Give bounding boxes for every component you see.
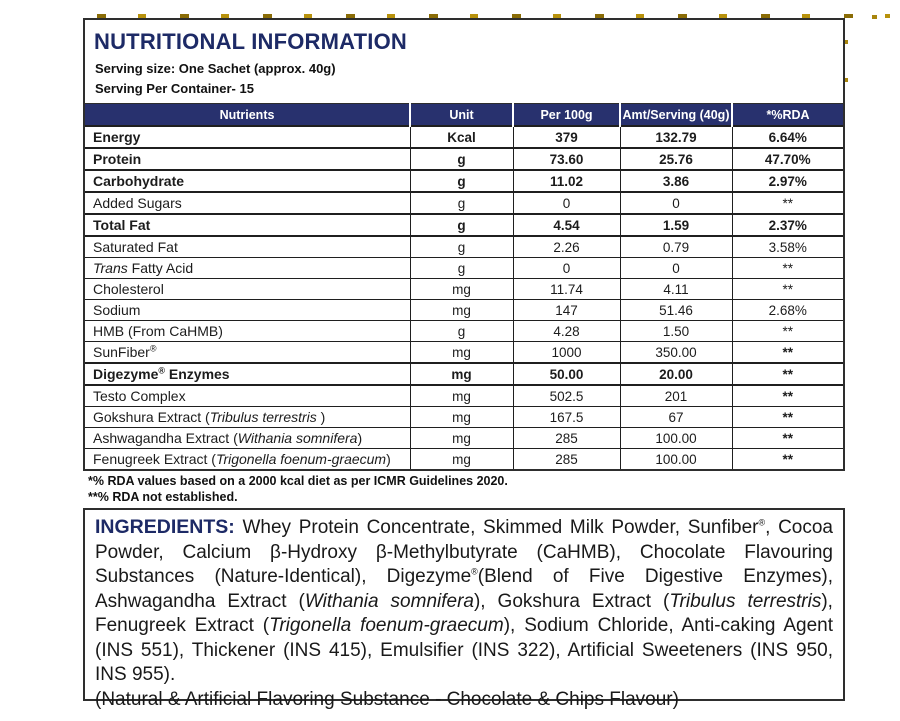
text-segment: SunFiber: [93, 344, 150, 360]
nutrition-facts-panel: [83, 18, 845, 471]
table-row: [85, 449, 843, 470]
nutrient-name-cell: [85, 363, 410, 385]
text-segment: HMB (From CaHMB): [93, 323, 223, 339]
per-100g-cell: 379: [513, 126, 620, 148]
table-row: [85, 342, 843, 364]
column-header: Per 100g: [513, 104, 620, 127]
table-row: [85, 126, 843, 148]
rda-cell: **: [732, 428, 843, 449]
text-segment: Digezyme: [93, 366, 159, 382]
table-row: [85, 407, 843, 428]
rda-cell: 3.58%: [732, 236, 843, 258]
unit-cell: Kcal: [410, 126, 513, 148]
amt-per-serving-cell: 0: [620, 192, 732, 214]
amt-per-serving-cell: 20.00: [620, 363, 732, 385]
unit-cell: g: [410, 321, 513, 342]
rda-cell: 2.37%: [732, 214, 843, 236]
amt-per-serving-cell: 51.46: [620, 300, 732, 321]
column-header: *%RDA: [732, 104, 843, 127]
decorative-gold-speck: [872, 15, 877, 19]
nutrition-table: [85, 103, 843, 469]
column-header: Amt/Serving (40g): [620, 104, 732, 127]
per-100g-cell: 73.60: [513, 148, 620, 170]
table-row: [85, 279, 843, 300]
text-segment: Ashwagandha Extract (: [93, 430, 238, 446]
rda-cell: 6.64%: [732, 126, 843, 148]
text-segment: Enzymes: [165, 366, 230, 382]
text-segment: Testo Complex: [93, 388, 186, 404]
text-segment: Whey Protein Concentrate, Skimmed Milk Powder, Sunfiber: [234, 517, 759, 538]
table-row: [85, 214, 843, 236]
unit-cell: mg: [410, 428, 513, 449]
rda-cell: 2.68%: [732, 300, 843, 321]
amt-per-serving-cell: 100.00: [620, 449, 732, 470]
rda-cell: **: [732, 449, 843, 470]
column-header: Unit: [410, 104, 513, 127]
nutrient-name-cell: [85, 428, 410, 449]
header-row: [85, 104, 843, 127]
unit-cell: mg: [410, 300, 513, 321]
amt-per-serving-cell: 3.86: [620, 170, 732, 192]
amt-per-serving-cell: 350.00: [620, 342, 732, 364]
text-segment: Withania somnifera: [237, 430, 358, 446]
rda-cell: 47.70%: [732, 148, 843, 170]
table-row: [85, 385, 843, 407]
table-row: [85, 170, 843, 192]
text-segment: ®: [471, 566, 478, 577]
amt-per-serving-cell: 67: [620, 407, 732, 428]
text-segment: Added Sugars: [93, 195, 182, 211]
text-segment: , Cocoa Powder, Calcium β-Hydroxy β-Methylbutyrate (CaHMB), Chocolate Flavouring Substances (Nature-Identical), Digezyme: [95, 517, 833, 587]
text-segment: Energy: [93, 129, 141, 145]
nutrient-name-cell: [85, 300, 410, 321]
text-segment: Saturated Fat: [93, 239, 178, 255]
footnote-rda-not-established: **% RDA not established.: [88, 490, 238, 504]
amt-per-serving-cell: 1.50: [620, 321, 732, 342]
text-segment: ), Sodium Chloride, Anti-caking Agent (INS 551), Thickener (INS 415), Emulsifier (INS 322), Artificial Sweeteners (INS 950, INS 955).: [95, 615, 833, 685]
rda-cell: 2.97%: [732, 170, 843, 192]
text-segment: Protein: [93, 151, 142, 167]
nutrient-name-cell: [85, 126, 410, 148]
table-row: [85, 300, 843, 321]
text-segment: ): [357, 430, 363, 446]
amt-per-serving-cell: 0: [620, 258, 732, 279]
unit-cell: g: [410, 214, 513, 236]
nutrient-name-cell: [85, 385, 410, 407]
footnote-rda-basis: *% RDA values based on a 2000 kcal diet as per ICMR Guidelines 2020.: [88, 474, 508, 488]
per-100g-cell: 0: [513, 258, 620, 279]
nutrient-name-cell: [85, 192, 410, 214]
nutrition-table-body: [85, 126, 843, 469]
per-100g-cell: 4.28: [513, 321, 620, 342]
per-100g-cell: 1000: [513, 342, 620, 364]
flavour-note: (Natural & Artificial Flavoring Substance - Chocolate & Chips Flavour): [95, 688, 679, 710]
amt-per-serving-cell: 100.00: [620, 428, 732, 449]
amt-per-serving-cell: 0.79: [620, 236, 732, 258]
rda-cell: **: [732, 363, 843, 385]
nutrient-name-cell: [85, 342, 410, 364]
serving-size-line: Serving size: One Sachet (approx. 40g): [95, 61, 336, 76]
amt-per-serving-cell: 132.79: [620, 126, 732, 148]
unit-cell: mg: [410, 407, 513, 428]
table-row: [85, 321, 843, 342]
servings-per-container-line: Serving Per Container- 15: [95, 81, 254, 96]
table-row: [85, 258, 843, 279]
amt-per-serving-cell: 201: [620, 385, 732, 407]
nutrition-table-head: [85, 104, 843, 127]
text-segment: Trigonella foenum-graecum: [269, 615, 504, 636]
rda-cell: **: [732, 192, 843, 214]
text-segment: Trigonella foenum-graecum: [215, 451, 387, 467]
unit-cell: g: [410, 192, 513, 214]
per-100g-cell: 4.54: [513, 214, 620, 236]
nutrient-name-cell: [85, 236, 410, 258]
unit-cell: mg: [410, 279, 513, 300]
text-segment: Tribulus terrestris: [209, 409, 317, 425]
table-row: [85, 428, 843, 449]
unit-cell: g: [410, 258, 513, 279]
per-100g-cell: 285: [513, 428, 620, 449]
table-row: [85, 363, 843, 385]
rda-cell: **: [732, 279, 843, 300]
unit-cell: mg: [410, 449, 513, 470]
table-row: [85, 236, 843, 258]
unit-cell: g: [410, 148, 513, 170]
per-100g-cell: 147: [513, 300, 620, 321]
text-segment: Trans: [93, 260, 128, 276]
ingredients-text: [95, 515, 833, 688]
nutrient-name-cell: [85, 449, 410, 470]
text-segment: (Blend of Five Digestive Enzymes), Ashwagandha Extract (: [95, 566, 833, 612]
text-segment: ®: [149, 343, 157, 354]
nutrient-name-cell: [85, 170, 410, 192]
amt-per-serving-cell: 4.11: [620, 279, 732, 300]
per-100g-cell: 285: [513, 449, 620, 470]
unit-cell: mg: [410, 363, 513, 385]
per-100g-cell: 2.26: [513, 236, 620, 258]
text-segment: ®: [158, 365, 165, 376]
nutrient-name-cell: [85, 148, 410, 170]
per-100g-cell: 167.5: [513, 407, 620, 428]
table-row: [85, 192, 843, 214]
ingredients-panel: [83, 508, 845, 710]
text-segment: Tribulus terrestris: [669, 590, 822, 612]
unit-cell: g: [410, 236, 513, 258]
per-100g-cell: 50.00: [513, 363, 620, 385]
rda-footnotes: [88, 473, 508, 505]
text-segment: Fatty Acid: [127, 260, 194, 276]
nutrient-name-cell: [85, 258, 410, 279]
rda-cell: **: [732, 258, 843, 279]
unit-cell: mg: [410, 385, 513, 407]
rda-cell: **: [732, 385, 843, 407]
amt-per-serving-cell: 1.59: [620, 214, 732, 236]
text-segment: Fenugreek Extract (: [93, 451, 216, 467]
text-segment: Gokshura Extract (: [93, 409, 210, 425]
text-segment: ®: [758, 517, 766, 528]
amt-per-serving-cell: 25.76: [620, 148, 732, 170]
unit-cell: g: [410, 170, 513, 192]
text-segment: Sodium: [93, 302, 141, 318]
nutrient-name-cell: [85, 214, 410, 236]
text-segment: Carbohydrate: [93, 173, 185, 189]
text-segment: ), Fenugreek Extract (: [95, 590, 833, 636]
nutrient-name-cell: [85, 407, 410, 428]
rda-cell: **: [732, 407, 843, 428]
text-segment: ), Gokshura Extract (: [473, 590, 670, 612]
column-header: Nutrients: [85, 104, 410, 127]
per-100g-cell: 11.74: [513, 279, 620, 300]
rda-cell: **: [732, 342, 843, 364]
per-100g-cell: 11.02: [513, 170, 620, 192]
per-100g-cell: 502.5: [513, 385, 620, 407]
text-segment: Total Fat: [93, 217, 151, 233]
text-segment: ): [316, 409, 326, 425]
text-segment: Cholesterol: [93, 281, 164, 297]
rda-cell: **: [732, 321, 843, 342]
nutrient-name-cell: [85, 321, 410, 342]
nutrient-name-cell: [85, 279, 410, 300]
ingredients-label: INGREDIENTS:: [95, 516, 235, 538]
text-segment: Withania somnifera: [304, 590, 474, 612]
table-row: [85, 148, 843, 170]
text-segment: ): [386, 451, 391, 467]
unit-cell: mg: [410, 342, 513, 364]
per-100g-cell: 0: [513, 192, 620, 214]
panel-title: NUTRITIONAL INFORMATION: [94, 29, 407, 54]
